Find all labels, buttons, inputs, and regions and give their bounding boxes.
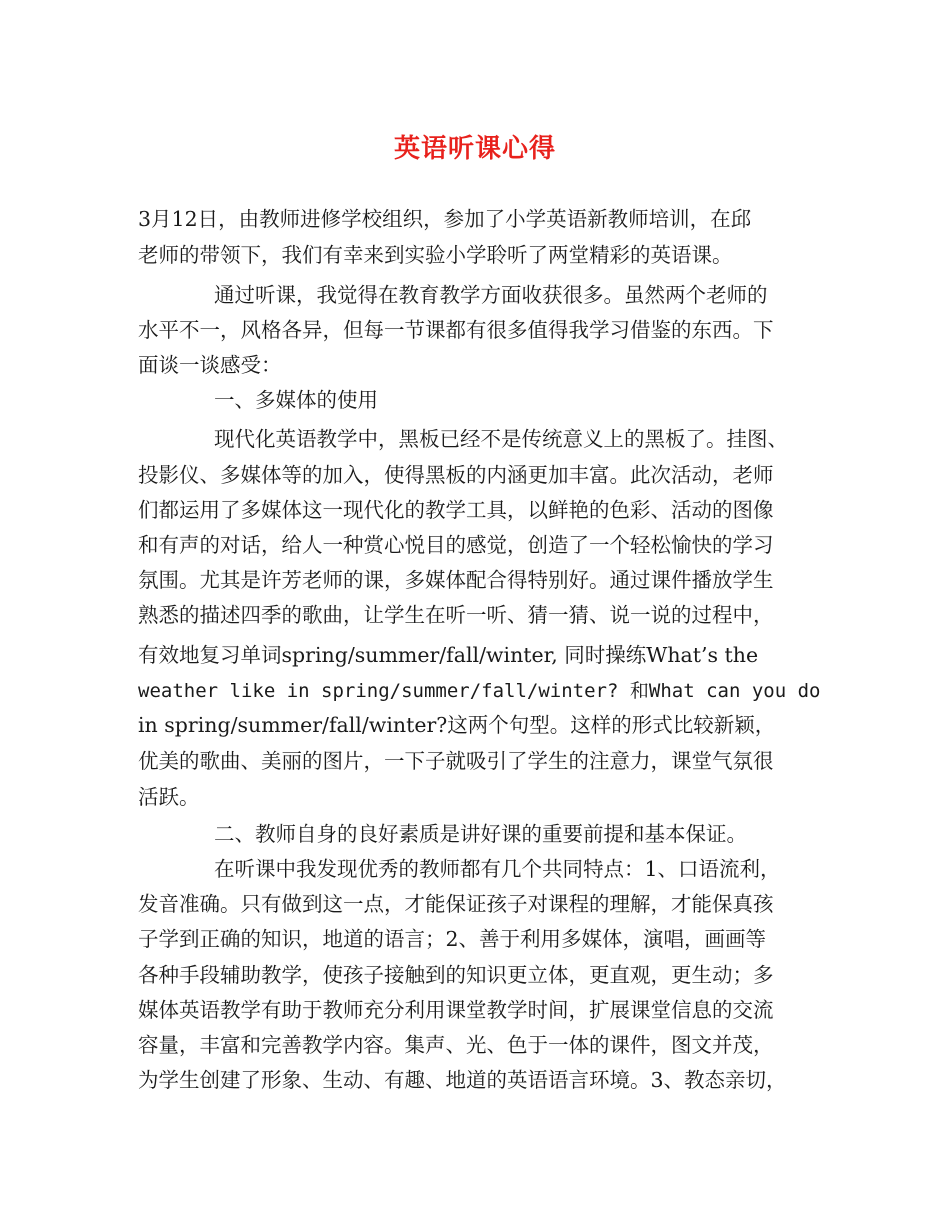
text-line: weather like in spring/summer/fall/winter? 和What can you do xyxy=(138,680,821,702)
text-line: 通过听课，我觉得在教育教学方面收获很多。虽然两个老师的 xyxy=(214,283,768,307)
text-line: 现代化英语教学中，黑板已经不是传统意义上的黑板了。挂图、 xyxy=(214,427,788,451)
text-line: 优美的歌曲、美丽的图片，一下子就吸引了学生的注意力，课堂气氛很 xyxy=(138,749,774,773)
text-line: 水平不一，风格各异，但每一节课都有很多值得我学习借鉴的东西。下 xyxy=(138,318,774,342)
text-line: 为学生创建了形象、生动、有趣、地道的英语语言环境。3、教态亲切， xyxy=(138,1068,787,1092)
document-title: 英语听课心得 xyxy=(393,134,556,164)
text-line: in spring/summer/fall/winter?这两个句型。这样的形式比较新颖， xyxy=(138,713,776,737)
text-line: 3月12日，由教师进修学校组织，参加了小学英语新教师培训，在邱 xyxy=(138,207,752,231)
text-line: 氛围。尤其是许芳老师的课，多媒体配合得特别好。通过课件播放学生 xyxy=(138,568,774,592)
text-line: 有效地复习单词spring/summer/fall/winter, 同时操练What’s the xyxy=(138,643,759,667)
text-line: 媒体英语教学有助于教师充分利用课堂教学时间，扩展课堂信息的交流 xyxy=(138,998,774,1022)
text-line: 子学到正确的知识，地道的语言；2、善于利用多媒体，演唱，画画等 xyxy=(138,927,767,951)
text-line: 发音准确。只有做到这一点，才能保证孩子对课程的理解，才能保真孩 xyxy=(138,892,774,916)
text-line: 们都运用了多媒体这一现代化的教学工具，以鲜艳的色彩、活动的图像 xyxy=(138,498,774,522)
section-heading: 二、教师自身的良好素质是讲好课的重要前提和基本保证。 xyxy=(214,822,747,846)
text-line: 在听课中我发现优秀的教师都有几个共同特点：1、口语流利， xyxy=(214,857,781,881)
text-line: 熟悉的描述四季的歌曲，让学生在听一听、猜一猜、说一说的过程中， xyxy=(138,603,774,627)
text-line: 投影仪、多媒体等的加入，使得黑板的内涵更加丰富。此次活动，老师 xyxy=(138,463,774,487)
text-line: 老师的带领下，我们有幸来到实验小学聆听了两堂精彩的英语课。 xyxy=(138,243,733,267)
text-line: 活跃。 xyxy=(138,785,200,809)
text-line: 容量，丰富和完善教学内容。集声、光、色于一体的课件，图文并茂， xyxy=(138,1033,774,1057)
text-line: 和有声的对话，给人一种赏心悦目的感觉，创造了一个轻松愉快的学习 xyxy=(138,533,774,557)
section-heading: 一、多媒体的使用 xyxy=(214,388,378,412)
text-line: 各种手段辅助教学，使孩子接触到的知识更立体，更直观，更生动；多 xyxy=(138,963,774,987)
text-line: 面谈一谈感受： xyxy=(138,353,282,377)
